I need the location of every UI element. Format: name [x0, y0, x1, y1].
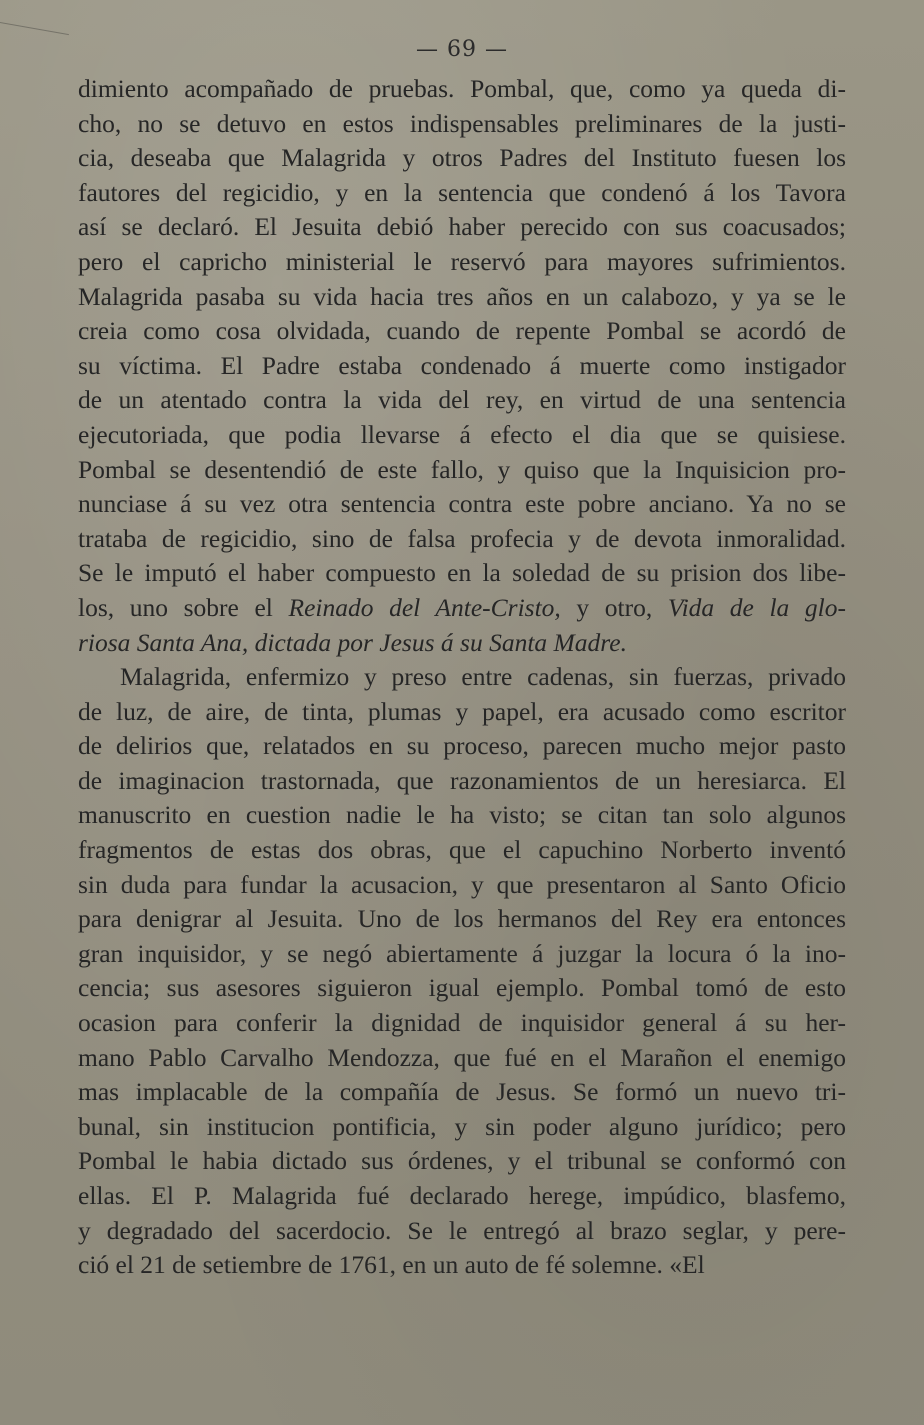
line-text: de luz, de aire, de tinta, plumas y papel, era acusado como escritor — [78, 696, 846, 726]
line-text: manuscrito en cuestion nadie le ha visto; se citan tan solo algunos — [78, 800, 846, 830]
text-line — [78, 591, 846, 626]
line-text: de delirios que, relatados en su proceso, parecen mucho mejor pasto — [78, 731, 846, 761]
text-line — [78, 798, 846, 833]
text-line — [78, 176, 846, 211]
text-line — [78, 868, 846, 903]
line-text: creia como cosa olvidada, cuando de repente Pombal se acordó de — [78, 316, 846, 346]
line-text: pero el capricho ministerial le reservó para mayores sufrimientos. — [78, 246, 846, 276]
line-text: dimiento acompañado de pruebas. Pombal, que, como ya queda di- — [78, 74, 846, 103]
line-text: nunciase á su vez otra sentencia contra este pobre anciano. Ya no se — [78, 489, 846, 519]
italic-title-text: Vida de la glo- — [667, 592, 847, 622]
line-text: su víctima. El Padre estaba condenado á muerte como instigador — [78, 350, 846, 380]
text-line — [78, 660, 846, 695]
text-line — [78, 72, 846, 107]
line-text: trataba de regicidio, sino de falsa profecia y de devota inmoralidad. — [78, 523, 846, 553]
text-line — [78, 1075, 846, 1110]
line-text: cho, no se detuvo en estos indispensables preliminares de la justi- — [78, 108, 846, 138]
line-text: cia, deseaba que Malagrida y otros Padres del Instituto fuesen los — [78, 143, 846, 173]
line-text: sin duda para fundar la acusacion, y que presentaron al Santo Oficio — [78, 869, 846, 899]
text-line — [78, 695, 846, 730]
text-line — [78, 1248, 846, 1283]
page-number: — 69 — — [416, 37, 508, 62]
line-text: y otro, — [560, 592, 668, 622]
text-line — [78, 349, 846, 384]
line-text: Pombal se desentendió de este fallo, y quiso que la Inquisicion pro- — [78, 454, 846, 484]
text-line — [78, 764, 846, 799]
line-text: los, uno sobre el — [78, 592, 289, 622]
text-line — [78, 418, 846, 453]
text-line — [78, 971, 846, 1006]
text-line — [78, 210, 846, 245]
text-line — [78, 1006, 846, 1041]
line-text: Malagrida, enfermizo y preso entre cadenas, sin fuerzas, privado — [120, 662, 846, 692]
text-line — [78, 383, 846, 418]
line-text: gran inquisidor, y se negó abiertamente á juzgar la locura ó la ino- — [78, 938, 846, 968]
line-text: y degradado del sacerdocio. Se le entregó al brazo seglar, y pere- — [78, 1215, 846, 1245]
text-line — [78, 487, 846, 522]
text-line — [78, 314, 846, 349]
text-line — [78, 937, 846, 972]
line-text: así se declaró. El Jesuita debió haber perecido con sus coacusados; — [78, 212, 846, 242]
text-line — [78, 556, 846, 591]
line-text: de un atentado contra la vida del rey, en virtud de una sentencia — [78, 385, 846, 415]
text-line — [78, 1214, 846, 1249]
line-text: cencia; sus asesores siguieron igual ejemplo. Pombal tomó de esto — [78, 973, 846, 1003]
line-text: Malagrida pasaba su vida hacia tres años en un calabozo, y ya se le — [78, 281, 846, 311]
text-line — [78, 902, 846, 937]
line-text: ció el 21 de setiembre de 1761, en un auto de fé solemne. «El — [78, 1250, 705, 1280]
line-text: mano Pablo Carvalho Mendozza, que fué en el Marañon el enemigo — [78, 1042, 846, 1072]
text-line — [78, 1144, 846, 1179]
line-text: para denigrar al Jesuita. Uno de los hermanos del Rey era entonces — [78, 904, 846, 934]
text-line — [78, 245, 846, 280]
text-line — [78, 1179, 846, 1214]
text-line — [78, 280, 846, 315]
line-text: fragmentos de estas dos obras, que el capuchino Norberto inventó — [78, 835, 846, 865]
text-line — [78, 107, 846, 142]
line-text: Se le imputó el haber compuesto en la soledad de su prision dos libe- — [78, 558, 846, 588]
italic-title-text: riosa Santa Ana, dictada por Jesus á su Santa Madre. — [78, 627, 627, 657]
line-text: mas implacable de la compañía de Jesus. Se formó un nuevo tri- — [78, 1077, 846, 1107]
line-text: Pombal le habia dictado sus órdenes, y el tribunal se conformó con — [78, 1146, 846, 1176]
line-text: bunal, sin institucion pontificia, y sin poder alguno jurídico; pero — [78, 1111, 846, 1141]
text-line — [78, 1110, 846, 1145]
line-text: ocasion para conferir la dignidad de inquisidor general á su her- — [78, 1008, 846, 1038]
text-line — [78, 626, 846, 661]
text-line — [78, 141, 846, 176]
line-text: ellas. El P. Malagrida fué declarado herege, impúdico, blasfemo, — [78, 1181, 846, 1210]
line-text: ejecutoriada, que podia llevarse á efecto el dia que se quisiese. — [78, 419, 846, 449]
body-text — [78, 72, 846, 1283]
line-text: fautores del regicidio, y en la sentencia que condenó á los Tavora — [78, 177, 846, 207]
italic-title-text: Reinado del Ante-Cristo, — [288, 592, 561, 622]
line-text: de imaginacion trastornada, que razonamientos de un heresiarca. El — [78, 765, 846, 795]
text-line — [78, 1041, 846, 1076]
text-line — [78, 453, 846, 488]
text-line — [78, 833, 846, 868]
text-line — [78, 729, 846, 764]
text-line — [78, 522, 846, 557]
